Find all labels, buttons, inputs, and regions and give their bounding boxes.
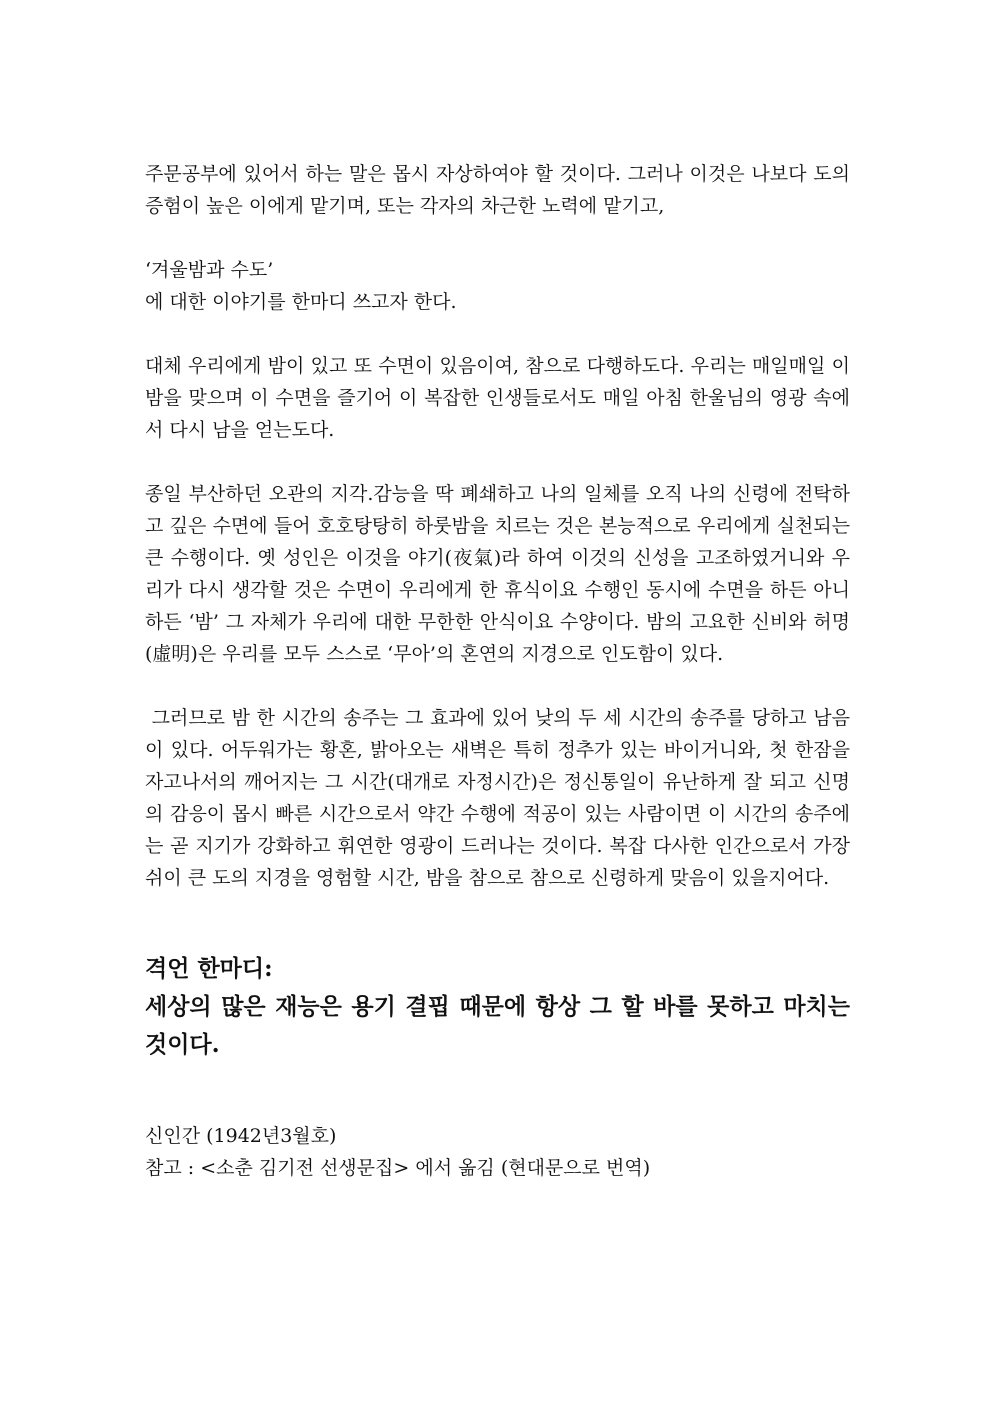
paragraph-2: 종일 부산하던 오관의 지각.감능을 딱 폐쇄하고 나의 일체를 오직 나의 신령에 전탁하고 깊은 수면에 들어 호호탕탕히 하룻밤을 치르는 것은 본능적으로 우리에게 실천되는 큰 수행이다. 옛 성인은 이것을 야기(夜氣)라 하여 이것의 신성을 고조하였거니와 우리가 다시 생각할 것은 수면이 우리에게 한 휴식이요 수행인 동시에 수면을 하든 아니하든 ‘밤’ 그 자체가 우리에 대한 무한한 안식이요 수양이다. 밤의 고요한 신비와 허명(虛明)은 우리를 모두 스스로 ‘무아’의 혼연의 지경으로 인도함이 있다. [145, 483, 850, 665]
reference-line: 참고 : <소춘 김기전 선생문집> 에서 옮김 (현대문으로 번역) [145, 1157, 651, 1179]
spacer [145, 446, 850, 478]
maxim-title: 격언 한마디: [145, 955, 273, 982]
paragraph-1: 대체 우리에게 밤이 있고 또 수면이 있음이여, 참으로 다행하도다. 우리는 매일매일 이 밤을 맞으며 이 수면을 즐기어 이 복잡한 인생들로서도 매일 아침 한울님의 영광 속에서 다시 남을 얻는도다. [145, 355, 850, 441]
intro-paragraph: 주문공부에 있어서 하는 말은 몹시 자상하여야 할 것이다. 그러나 이것은 나보다 도의 증험이 높은 이에게 맡기며, 또는 각자의 차근한 노력에 맡기고, [145, 163, 850, 217]
maxim-text: 세상의 많은 재능은 용기 결핍 때문에 항상 그 할 바를 못하고 마치는 것이다. [145, 993, 850, 1058]
essay-title-line: 에 대한 이야기를 한마디 쓰고자 한다. [145, 291, 457, 313]
document-body [145, 158, 857, 1184]
paragraph-3: 그러므로 밤 한 시간의 송주는 그 효과에 있어 낮의 두 세 시간의 송주를 당하고 남음이 있다. 어두워가는 황혼, 밝아오는 새벽은 특히 정추가 있는 바이거니와, 첫 한잠을 자고나서의 깨어지는 그 시간(대개로 자정시간)은 정신통일이 유난하게 잘 되고 신명의 감응이 몹시 빠른 시간으로서 약간 수행에 적공이 있는 사람이면 이 시간의 송주에는 곧 지기가 강화하고 휘연한 영광이 드러나는 것이다. 복잡 다사한 인간으로서 가장 쉬이 큰 도의 지경을 영험할 시간, 밤을 참으로 참으로 신령하게 맞음이 있을지어다. [145, 707, 857, 889]
spacer [145, 318, 850, 350]
source-line: 신인간 (1942년3월호) [145, 1125, 337, 1147]
spacer [145, 1064, 850, 1120]
essay-title: ‘겨울밤과 수도’ [145, 259, 274, 281]
spacer [145, 894, 850, 950]
spacer [145, 222, 850, 254]
spacer [145, 670, 850, 702]
